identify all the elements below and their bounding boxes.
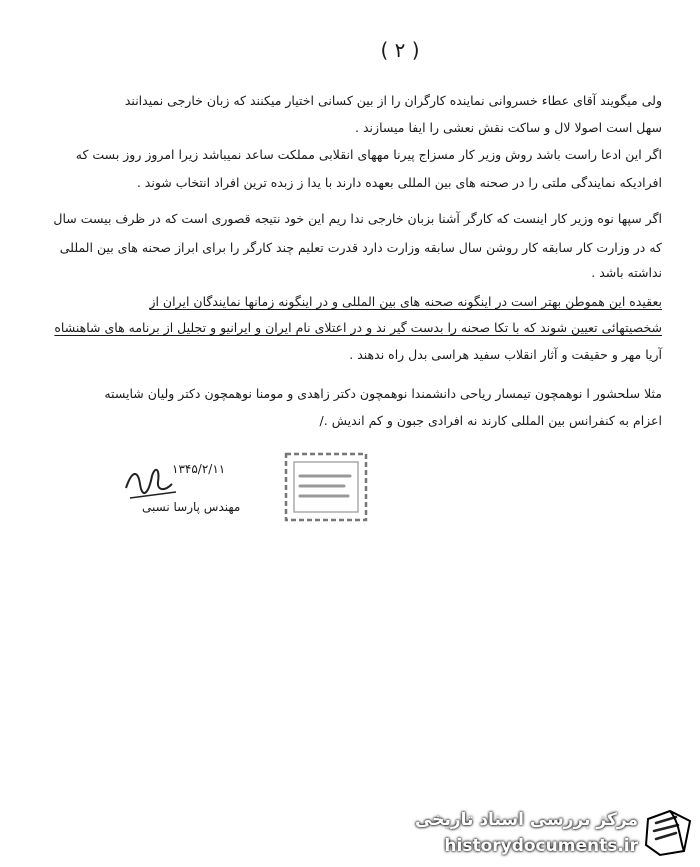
signature-date: ۱۳۴۵/۲/۱۱ (172, 462, 226, 476)
watermark-title: مرکز بررسی اسناد تاریخی (415, 810, 638, 830)
body-line: بعقیده این هموطن بهتر است در اینگونه صحنه های بین المللی و در اینگونه زمانها نمایندگان ایران از (149, 294, 662, 309)
body-line: آریا مهر و حقیقت و آثار انقلاب سفید هراسی بدل راه ندهند . (349, 347, 662, 362)
body-line: افرادیکه نمایندگی ملتی را در صحنه های بین المللی بعهده دارند با یدا ز زبده ترین افراد انتخاب شوند . (136, 175, 662, 190)
watermark (410, 800, 700, 867)
signature-name: مهندس پارسا نسبی (142, 500, 241, 514)
body-line: مثلا سلحشور ا نوهمچون تیمسار ریاحی دانشمندا نوهمچون دکتر زاهدی و مومنا نوهمچون دکتر ولیان شایسته (104, 386, 662, 401)
body-line: که در وزارت کار سابقه کار روشن سال سابقه وزارت دارد قدرت تعلیم چند کارگر را برای ابراز صحنه های بین المللی (59, 240, 662, 255)
page-number: ( ۲ ) (380, 38, 420, 62)
body-line: اگر این ادعا راست باشد روش وزیر کار مسزاج پیرنا مههای انقلابی مملکت ساعد نمیباشد زیرا امروز روز بست که (75, 147, 662, 162)
stamp-icon (282, 448, 372, 526)
watermark-url: historydocuments.ir (444, 836, 638, 856)
body-line: اگر سپها نوه وزیر کار اینست که کارگر آشنا بزبان خارجی ندا ریم این خود نتیجه قصوری است که در ظرف بیست سال (53, 211, 662, 226)
body-line: اعزام به کنفرانس بین المللی کارند نه افرادی جبون و کم اندیش ./ (319, 413, 662, 428)
signature-block (120, 462, 270, 522)
body-line: شخصیتهائی تعیین شوند که با تکا صحنه را بدست گیر ند و در اعتلای نام ایران و ایرانیو و تجلیل از برنامه های شاهنشاه (54, 320, 662, 335)
body-line: سهل است اصولا لال و ساکت نقش نعشی را ایفا میسازند . (355, 120, 662, 135)
body-line: ولی میگویند آقای عطاء خسروانی نماینده کارگران را از بین کسانی اختیار میکنند که زبان خارجی نمیدانند (124, 93, 662, 108)
archive-logo-icon (640, 805, 696, 861)
body-line: نداشته باشد . (591, 265, 662, 280)
